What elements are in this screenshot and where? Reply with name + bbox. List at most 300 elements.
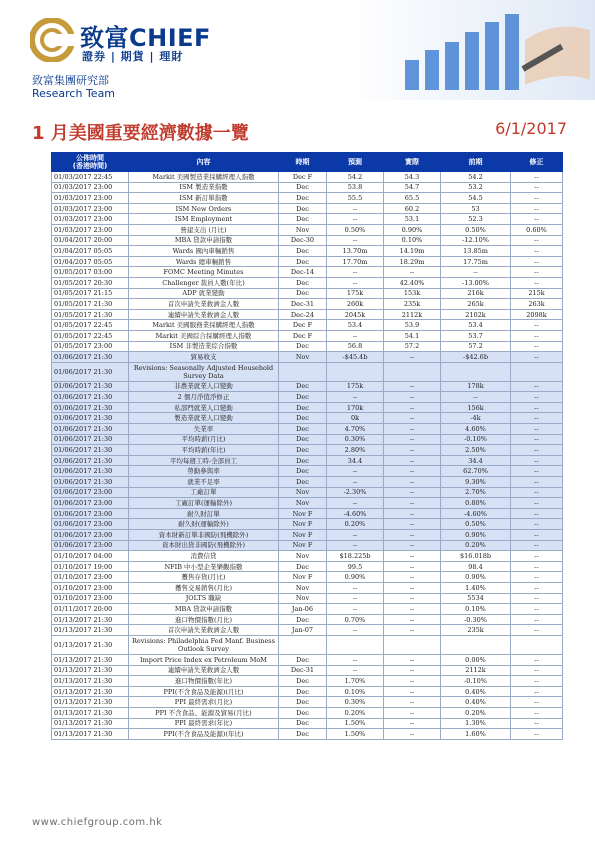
table-row (52, 593, 563, 604)
row-period: Dec (279, 686, 327, 697)
row-period: Dec (279, 424, 327, 435)
row-previous: 62.70% (441, 466, 511, 477)
row-forecast: -- (327, 665, 384, 676)
row-time: 01/13/2017 21:30 (52, 729, 129, 740)
row-previous: 98.4 (441, 561, 511, 572)
row-content: 勞動參與率 (129, 466, 279, 477)
row-time: 01/06/2017 23:00 (52, 540, 129, 551)
row-time: 01/13/2017 21:30 (52, 697, 129, 708)
row-revised: -- (511, 508, 563, 519)
row-previous: -$42.6b (441, 352, 511, 363)
row-previous: -4k (441, 413, 511, 424)
row-previous: 13.85m (441, 246, 511, 257)
row-actual: 0.10% (384, 235, 441, 246)
row-actual: -- (384, 729, 441, 740)
col-header-time: 公佈時間 (香港時間) (52, 153, 129, 172)
row-period: Nov (279, 487, 327, 498)
row-actual: 57.2 (384, 341, 441, 352)
row-revised: -- (511, 381, 563, 392)
row-period: Dec (279, 288, 327, 299)
row-forecast: 2.80% (327, 445, 384, 456)
row-previous (441, 635, 511, 654)
row-forecast: 0.30% (327, 434, 384, 445)
row-period: Dec (279, 402, 327, 413)
row-forecast: -- (327, 330, 384, 341)
row-time: 01/05/2017 21:30 (52, 309, 129, 320)
row-period: Dec (279, 729, 327, 740)
row-content: PPI(不含食品及能源)(月比) (129, 686, 279, 697)
row-period: Nov F (279, 519, 327, 530)
table-row (52, 625, 563, 636)
row-content: 進口物價指數(月比) (129, 614, 279, 625)
row-content: 連續申請失業救濟金人數 (129, 309, 279, 320)
row-content: NFIB 中小型企業樂觀指數 (129, 561, 279, 572)
row-forecast: -- (327, 466, 384, 477)
row-period: Dec-31 (279, 665, 327, 676)
row-previous: 57.2 (441, 341, 511, 352)
row-revised: -- (511, 625, 563, 636)
table-row (52, 540, 563, 551)
row-revised: -- (511, 676, 563, 687)
col-header-actual: 實際 (384, 153, 441, 172)
row-forecast: -- (327, 214, 384, 225)
row-revised: -- (511, 193, 563, 204)
table-row (52, 193, 563, 204)
row-actual: -- (384, 466, 441, 477)
row-forecast: -- (327, 267, 384, 278)
row-forecast: -4.60% (327, 508, 384, 519)
row-time: 01/13/2017 21:30 (52, 707, 129, 718)
row-time: 01/06/2017 21:30 (52, 352, 129, 363)
row-forecast (327, 362, 384, 381)
row-content: 資本財新訂單非國防(飛機除外) (129, 530, 279, 541)
row-period: Dec (279, 381, 327, 392)
row-forecast: 1.50% (327, 718, 384, 729)
row-revised: -- (511, 593, 563, 604)
row-time: 01/13/2017 21:30 (52, 676, 129, 687)
row-previous: 5534 (441, 593, 511, 604)
table-row (52, 246, 563, 257)
row-previous: 34.4 (441, 455, 511, 466)
row-time: 01/10/2017 04:00 (52, 551, 129, 562)
table-row (52, 424, 563, 435)
table-row (52, 434, 563, 445)
row-previous: -- (441, 267, 511, 278)
row-previous: 1.40% (441, 582, 511, 593)
row-revised: -- (511, 392, 563, 403)
row-time: 01/04/2017 20:00 (52, 235, 129, 246)
row-period: Nov F (279, 540, 327, 551)
row-time: 01/06/2017 21:30 (52, 466, 129, 477)
row-forecast: 260k (327, 299, 384, 310)
row-forecast (327, 635, 384, 654)
row-previous: 178k (441, 381, 511, 392)
row-actual: 54.1 (384, 330, 441, 341)
row-forecast: 56.8 (327, 341, 384, 352)
row-content: 工廠訂單(運輸除外) (129, 498, 279, 509)
table-row (52, 530, 563, 541)
row-previous: 0.50% (441, 224, 511, 235)
row-actual: -- (384, 267, 441, 278)
row-actual: -- (384, 614, 441, 625)
row-revised: -- (511, 235, 563, 246)
row-revised: -- (511, 729, 563, 740)
row-previous: 1.60% (441, 729, 511, 740)
row-period: Nov (279, 582, 327, 593)
row-content: FOMC Meeting Minutes (129, 267, 279, 278)
row-forecast: -- (327, 277, 384, 288)
row-content: 連續申請失業救濟金人數 (129, 665, 279, 676)
row-period: Dec F (279, 320, 327, 331)
row-time: 01/05/2017 23:00 (52, 341, 129, 352)
row-content: 2 個月淨值淨修正 (129, 392, 279, 403)
table-row (52, 498, 563, 509)
row-time: 01/03/2017 23:00 (52, 224, 129, 235)
row-content: Import Price Index ex Petroleum MoM (129, 654, 279, 665)
row-forecast: 13.70m (327, 246, 384, 257)
table-row (52, 718, 563, 729)
row-revised: -- (511, 214, 563, 225)
row-content: MBA 貸款申請指數 (129, 604, 279, 615)
row-time: 01/06/2017 21:30 (52, 477, 129, 488)
row-previous: 0.80% (441, 498, 511, 509)
table-row (52, 172, 563, 183)
row-content: ISM New Orders (129, 203, 279, 214)
row-time: 01/03/2017 23:00 (52, 182, 129, 193)
row-previous: 0.20% (441, 540, 511, 551)
row-previous: 0.40% (441, 697, 511, 708)
table-row (52, 445, 563, 456)
row-revised: -- (511, 519, 563, 530)
row-actual: -- (384, 477, 441, 488)
row-forecast: -2.30% (327, 487, 384, 498)
table-row (52, 466, 563, 477)
row-time: 01/06/2017 21:30 (52, 445, 129, 456)
table-row (52, 392, 563, 403)
row-time: 01/05/2017 22:45 (52, 320, 129, 331)
row-revised: -- (511, 413, 563, 424)
row-forecast: -- (327, 392, 384, 403)
row-forecast: -- (327, 235, 384, 246)
row-actual: -- (384, 519, 441, 530)
row-time: 01/13/2017 21:30 (52, 654, 129, 665)
table-row (52, 729, 563, 740)
row-time: 01/05/2017 03:00 (52, 267, 129, 278)
row-actual: 235k (384, 299, 441, 310)
row-period: Nov F (279, 508, 327, 519)
row-time: 01/06/2017 23:00 (52, 519, 129, 530)
row-time: 01/03/2017 23:00 (52, 203, 129, 214)
row-period: Dec (279, 256, 327, 267)
table-row (52, 267, 563, 278)
row-actual: 54.7 (384, 182, 441, 193)
row-actual: -- (384, 445, 441, 456)
row-content: Revisions: Philadelphia Fed Manf. Business Outlook Survey (129, 635, 279, 654)
row-content: 就業不足率 (129, 477, 279, 488)
row-content: 耐久財(運輸除外) (129, 519, 279, 530)
row-forecast: -- (327, 540, 384, 551)
row-period: Dec-24 (279, 309, 327, 320)
row-content: 貿易收支 (129, 352, 279, 363)
row-previous: 53.4 (441, 320, 511, 331)
row-revised: -- (511, 718, 563, 729)
row-period: Dec (279, 718, 327, 729)
row-revised: -- (511, 572, 563, 583)
row-actual: 14.19m (384, 246, 441, 257)
row-actual: 53.1 (384, 214, 441, 225)
row-time: 01/13/2017 21:30 (52, 665, 129, 676)
row-time: 01/06/2017 21:30 (52, 413, 129, 424)
row-time: 01/13/2017 21:30 (52, 614, 129, 625)
row-period: Dec (279, 654, 327, 665)
row-revised: -- (511, 697, 563, 708)
table-row (52, 519, 563, 530)
row-actual: -- (384, 508, 441, 519)
row-revised: -- (511, 246, 563, 257)
row-previous: 53 (441, 203, 511, 214)
row-revised (511, 362, 563, 381)
row-forecast: 2045k (327, 309, 384, 320)
row-content: 進口物價指數(年比) (129, 676, 279, 687)
row-revised: -- (511, 277, 563, 288)
row-period: Dec (279, 707, 327, 718)
row-content: JOLTS 職缺 (129, 593, 279, 604)
row-content: PPI 最終需求(月比) (129, 697, 279, 708)
row-previous (441, 362, 511, 381)
row-time: 01/10/2017 23:00 (52, 572, 129, 583)
row-period: Dec F (279, 330, 327, 341)
row-forecast: 0.30% (327, 697, 384, 708)
table-row (52, 654, 563, 665)
row-actual: -- (384, 604, 441, 615)
row-actual: -- (384, 582, 441, 593)
row-actual: -- (384, 392, 441, 403)
row-forecast: 34.4 (327, 455, 384, 466)
row-content: ISM 非製造業綜合指數 (129, 341, 279, 352)
row-actual: 54.3 (384, 172, 441, 183)
row-period: Dec (279, 561, 327, 572)
row-revised: -- (511, 614, 563, 625)
row-period: Dec (279, 477, 327, 488)
row-actual: -- (384, 665, 441, 676)
row-revised: -- (511, 434, 563, 445)
row-forecast: -- (327, 654, 384, 665)
row-revised: 215k (511, 288, 563, 299)
row-time: 01/05/2017 20:30 (52, 277, 129, 288)
row-revised: 263k (511, 299, 563, 310)
row-previous: 53.2 (441, 182, 511, 193)
row-period: Dec-30 (279, 235, 327, 246)
row-forecast: 1.50% (327, 729, 384, 740)
table-row (52, 707, 563, 718)
table-row (52, 686, 563, 697)
row-forecast: -- (327, 498, 384, 509)
row-period: Dec (279, 676, 327, 687)
group-name: 致富集團研究部 (32, 74, 109, 87)
row-forecast: 53.4 (327, 320, 384, 331)
row-revised: -- (511, 487, 563, 498)
row-previous: 156k (441, 402, 511, 413)
row-actual: -- (384, 718, 441, 729)
table-row (52, 288, 563, 299)
row-period: Dec (279, 392, 327, 403)
row-previous: -0.10% (441, 676, 511, 687)
row-content: 非農業就業人口變動 (129, 381, 279, 392)
row-previous: 54.5 (441, 193, 511, 204)
row-content: Revisions: Seasonally Adjusted Household Survey Data (129, 362, 279, 381)
row-actual: 42.40% (384, 277, 441, 288)
row-period: Dec (279, 341, 327, 352)
row-content: 資本財出貨非國防(飛機除外) (129, 540, 279, 551)
row-actual: -- (384, 593, 441, 604)
row-revised: -- (511, 551, 563, 562)
table-row (52, 665, 563, 676)
row-content: 躉售交易銷售(月比) (129, 582, 279, 593)
row-actual (384, 362, 441, 381)
row-content: Wards 總車輛銷售 (129, 256, 279, 267)
row-time: 01/11/2017 20:00 (52, 604, 129, 615)
row-time: 01/06/2017 21:30 (52, 402, 129, 413)
row-revised (511, 635, 563, 654)
row-revised: 2098k (511, 309, 563, 320)
row-actual: -- (384, 455, 441, 466)
row-period: Nov (279, 551, 327, 562)
row-forecast: 0k (327, 413, 384, 424)
row-content: ISM 新訂單指數 (129, 193, 279, 204)
table-row (52, 320, 563, 331)
hero-chart-image (345, 0, 595, 100)
row-content: 失業率 (129, 424, 279, 435)
table-row (52, 676, 563, 687)
row-period: Dec (279, 277, 327, 288)
table-row (52, 635, 563, 654)
row-content: 工廠訂單 (129, 487, 279, 498)
row-revised: -- (511, 604, 563, 615)
row-period (279, 635, 327, 654)
table-row (52, 235, 563, 246)
row-period: Nov (279, 498, 327, 509)
table-row (52, 362, 563, 381)
row-time: 01/04/2017 05:05 (52, 246, 129, 257)
row-previous: -4.60% (441, 508, 511, 519)
row-actual: -- (384, 402, 441, 413)
row-actual: -- (384, 697, 441, 708)
row-time: 01/04/2017 05:05 (52, 256, 129, 267)
table-row (52, 572, 563, 583)
row-forecast: $18.225b (327, 551, 384, 562)
row-content: PPI 最終需求(年比) (129, 718, 279, 729)
row-content: Challenger 裁員人數(年比) (129, 277, 279, 288)
row-forecast: -- (327, 582, 384, 593)
row-content: 平均時薪(月比) (129, 434, 279, 445)
row-forecast: -- (327, 530, 384, 541)
row-revised: -- (511, 530, 563, 541)
brand-name: 致富CHIEF (80, 24, 211, 52)
row-revised: -- (511, 540, 563, 551)
row-revised: -- (511, 445, 563, 456)
row-previous: 0.00% (441, 654, 511, 665)
row-revised: -- (511, 352, 563, 363)
row-previous: 0.90% (441, 530, 511, 541)
row-content: Markit 美國綜合採購經理人指數 (129, 330, 279, 341)
row-forecast: 0.20% (327, 707, 384, 718)
row-revised: -- (511, 665, 563, 676)
row-revised: -- (511, 267, 563, 278)
row-content: MBA 貸款申請指數 (129, 235, 279, 246)
row-forecast: 0.10% (327, 686, 384, 697)
row-previous: 2.70% (441, 487, 511, 498)
row-previous: 216k (441, 288, 511, 299)
table-row (52, 330, 563, 341)
row-revised: -- (511, 477, 563, 488)
table-row (52, 551, 563, 562)
row-time: 01/05/2017 21:30 (52, 299, 129, 310)
economic-data-table (51, 152, 563, 740)
table-row (52, 309, 563, 320)
row-revised: -- (511, 561, 563, 572)
row-period: Dec (279, 466, 327, 477)
row-forecast: 4.70% (327, 424, 384, 435)
row-time: 01/06/2017 23:00 (52, 530, 129, 541)
row-period: Dec (279, 434, 327, 445)
table-row (52, 224, 563, 235)
table-row (52, 582, 563, 593)
table-row (52, 477, 563, 488)
row-actual: -- (384, 424, 441, 435)
table-row (52, 277, 563, 288)
table-row (52, 455, 563, 466)
row-time: 01/13/2017 21:30 (52, 635, 129, 654)
col-header-revised: 修正 (511, 153, 563, 172)
row-period: Nov (279, 224, 327, 235)
row-previous: 2102k (441, 309, 511, 320)
row-revised: -- (511, 707, 563, 718)
row-previous: -- (441, 392, 511, 403)
row-actual: -- (384, 498, 441, 509)
footer-url: www.chiefgroup.com.hk (32, 817, 163, 828)
row-previous: 17.75m (441, 256, 511, 267)
table-row (52, 614, 563, 625)
table-row (52, 487, 563, 498)
row-revised: -- (511, 256, 563, 267)
page-title: 1 月美國重要經濟數據一覽 (32, 123, 249, 144)
row-previous: 0.10% (441, 604, 511, 615)
row-content: 營建支出 (月比) (129, 224, 279, 235)
chief-logo-icon (30, 18, 74, 62)
row-revised: -- (511, 320, 563, 331)
row-previous: 265k (441, 299, 511, 310)
row-forecast: 0.70% (327, 614, 384, 625)
row-period: Dec (279, 246, 327, 257)
table-row (52, 508, 563, 519)
row-forecast: -- (327, 477, 384, 488)
row-period: Jan-06 (279, 604, 327, 615)
row-actual: -- (384, 530, 441, 541)
row-content: PPI(不含食品及能源)(年比) (129, 729, 279, 740)
row-previous: 235k (441, 625, 511, 636)
row-period: Dec (279, 614, 327, 625)
row-actual: -- (384, 676, 441, 687)
row-time: 01/06/2017 21:30 (52, 362, 129, 381)
row-period: Dec F (279, 172, 327, 183)
row-time: 01/10/2017 23:00 (52, 593, 129, 604)
row-previous: -0.10% (441, 434, 511, 445)
row-time: 01/06/2017 21:30 (52, 424, 129, 435)
row-forecast: 175k (327, 381, 384, 392)
row-period: Dec (279, 445, 327, 456)
row-forecast: -$45.4b (327, 352, 384, 363)
row-revised: -- (511, 402, 563, 413)
